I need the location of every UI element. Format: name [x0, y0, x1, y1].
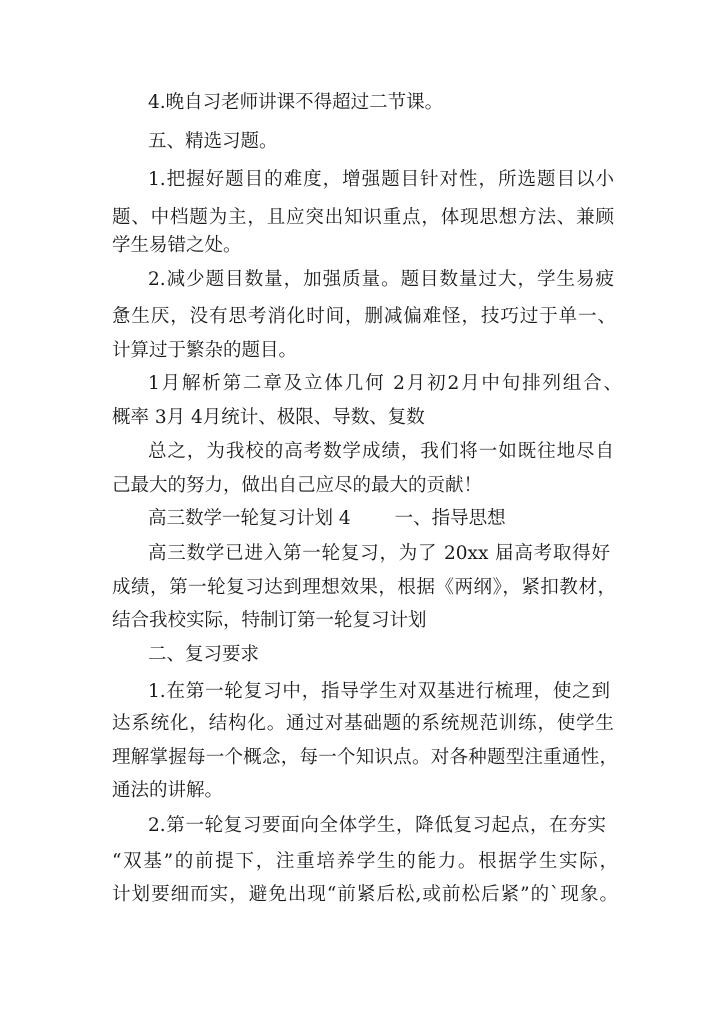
plan-title: 高三数学一轮复习计划 4 — [148, 508, 351, 529]
paragraph-line: 通法的讲解。 — [112, 780, 224, 801]
paragraph-line: 理解掌握每一个概念，每一个知识点。对各种题型注重通性， — [112, 747, 618, 768]
paragraph-line: 结合我校实际，特制订第一轮复习计划 — [112, 610, 427, 631]
paragraph-line: 己最大的努力，做出自己应尽的最大的贡献！ — [112, 475, 483, 496]
paragraph-line: 计划要细而实，避免出现“前紧后松,或前松后紧”的`现象。 — [112, 884, 618, 905]
plan-heading-row — [148, 507, 506, 531]
section-heading: 一、指导思想 — [394, 508, 506, 529]
paragraph-line: 学生易错之处。 — [112, 235, 242, 256]
paragraph-line: 高三数学已进入第一轮复习，为了 20xx 届高考取得好 — [148, 543, 610, 564]
paragraph-line: 2.减少题目数量，加强质量。题目数量过大，学生易疲 — [148, 269, 614, 290]
paragraph-line: “双基”的前提下，注重培养学生的能力。根据学生实际， — [112, 851, 618, 872]
paragraph-line: 概率 3月 4月统计、极限、导数、复数 — [112, 407, 425, 428]
paragraph-line: 计算过于繁杂的题目。 — [112, 340, 298, 361]
paragraph-line: 成绩，第一轮复习达到理想效果，根据《两纲》，紧扣教材， — [112, 577, 616, 598]
paragraph-line: 1.在第一轮复习中，指导学生对双基进行梳理，使之到 — [148, 681, 610, 702]
paragraph-line: 总之，为我校的高考数学成绩，我们将一如既往地尽自 — [148, 441, 614, 462]
paragraph-line: 1月解析第二章及立体几何 2月初2月中旬排列组合、 — [148, 373, 622, 394]
paragraph-line: 达系统化，结构化。通过对基础题的系统规范训练，使学生 — [112, 713, 614, 734]
paragraph-line: 题、中档题为主，且应突出知识重点，体现思想方法、兼顾 — [112, 207, 614, 228]
paragraph-line: 4.晚自习老师讲课不得超过二节课。 — [148, 92, 444, 113]
paragraph-line: 1.把握好题目的难度，增强题目针对性，所选题目以小 — [148, 169, 614, 190]
section-heading: 二、复习要求 — [148, 644, 260, 665]
paragraph-line: 惫生厌，没有思考消化时间，删减偏难怪，技巧过于单一、 — [112, 306, 616, 327]
paragraph-line: 2.第一轮复习要面向全体学生，降低复习起点，在夯实 — [148, 815, 606, 836]
section-heading: 五、精选习题。 — [148, 131, 278, 152]
